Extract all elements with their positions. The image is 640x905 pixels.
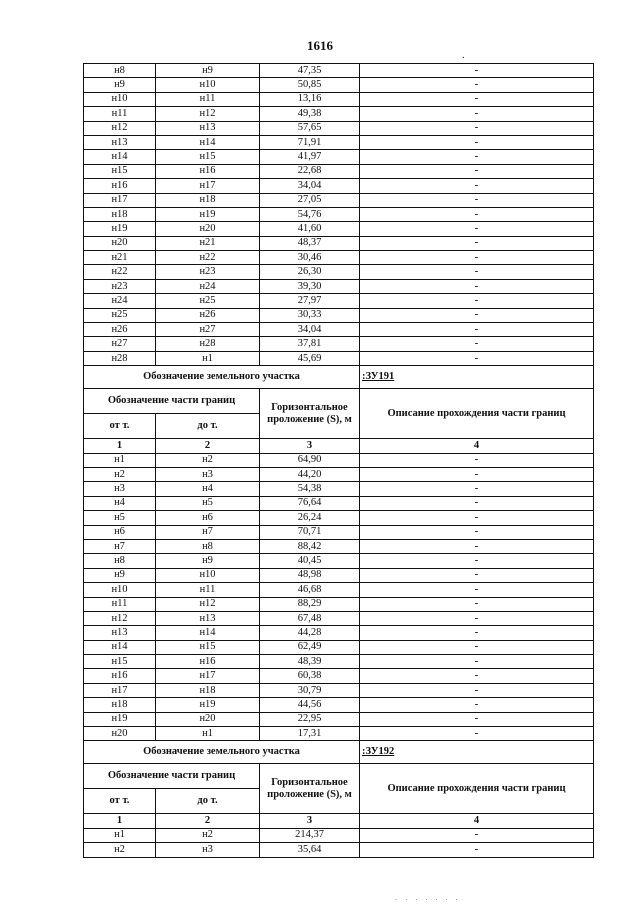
table-row <box>84 222 594 236</box>
table-row <box>84 712 594 726</box>
distance-cell: 57,65 <box>260 121 360 135</box>
point-from-cell: н12 <box>84 611 156 625</box>
point-to-cell: н20 <box>156 712 260 726</box>
table-row <box>84 727 594 741</box>
parcel-label: Обозначение земельного участка <box>84 741 360 764</box>
description-cell: - <box>360 164 594 178</box>
description-cell: - <box>360 482 594 496</box>
point-from-cell: н1 <box>84 828 156 842</box>
description-cell: - <box>360 655 594 669</box>
distance-cell: 44,56 <box>260 698 360 712</box>
table-row <box>84 236 594 250</box>
description-cell: - <box>360 121 594 135</box>
point-to-cell: н13 <box>156 611 260 625</box>
point-from-cell: н11 <box>84 107 156 121</box>
distance-cell: 45,69 <box>260 351 360 365</box>
description-cell: - <box>360 294 594 308</box>
point-from-cell: н15 <box>84 164 156 178</box>
table-row <box>84 669 594 683</box>
table-row <box>84 467 594 481</box>
description-header: Описание прохождения части границ <box>360 764 594 814</box>
point-from-cell: н3 <box>84 482 156 496</box>
point-to-cell: н16 <box>156 164 260 178</box>
point-from-cell: н26 <box>84 323 156 337</box>
point-from-cell: н1 <box>84 453 156 467</box>
point-from-cell: н19 <box>84 712 156 726</box>
distance-cell: 71,91 <box>260 135 360 149</box>
point-to-cell: н16 <box>156 655 260 669</box>
point-to-cell: н20 <box>156 222 260 236</box>
description-cell: - <box>360 511 594 525</box>
description-cell: - <box>360 568 594 582</box>
table-row <box>84 164 594 178</box>
point-to-cell: н19 <box>156 698 260 712</box>
point-to-cell: н3 <box>156 467 260 481</box>
point-to-cell: н23 <box>156 265 260 279</box>
point-from-cell: н19 <box>84 222 156 236</box>
table-row <box>84 337 594 351</box>
distance-cell: 44,20 <box>260 467 360 481</box>
description-cell: - <box>360 496 594 510</box>
distance-cell: 48,39 <box>260 655 360 669</box>
point-to-cell: н11 <box>156 92 260 106</box>
distance-cell: 54,38 <box>260 482 360 496</box>
point-from-cell: н10 <box>84 583 156 597</box>
distance-cell: 30,46 <box>260 251 360 265</box>
distance-header: Горизонтальное проложение (S), м <box>260 764 360 814</box>
distance-cell: 39,30 <box>260 279 360 293</box>
parcel-id: :ЗУ191 <box>360 366 594 389</box>
header-row <box>84 389 594 414</box>
point-to-cell: н10 <box>156 78 260 92</box>
distance-cell: 64,90 <box>260 453 360 467</box>
boundary-table-body <box>84 64 594 858</box>
distance-cell: 44,28 <box>260 626 360 640</box>
distance-cell: 26,30 <box>260 265 360 279</box>
distance-cell: 88,29 <box>260 597 360 611</box>
table-row <box>84 64 594 78</box>
description-cell: - <box>360 626 594 640</box>
point-from-cell: н5 <box>84 511 156 525</box>
description-cell: - <box>360 525 594 539</box>
description-cell: - <box>360 337 594 351</box>
table-row <box>84 179 594 193</box>
point-to-cell: н22 <box>156 251 260 265</box>
table-row <box>84 193 594 207</box>
boundary-table <box>83 63 594 858</box>
table-row <box>84 453 594 467</box>
description-cell: - <box>360 107 594 121</box>
point-to-cell: н18 <box>156 683 260 697</box>
point-to-cell: н19 <box>156 207 260 221</box>
table-row <box>84 78 594 92</box>
description-cell: - <box>360 597 594 611</box>
table-row <box>84 539 594 553</box>
distance-cell: 30,79 <box>260 683 360 697</box>
distance-cell: 70,71 <box>260 525 360 539</box>
parcel-label: Обозначение земельного участка <box>84 366 360 389</box>
description-cell: - <box>360 611 594 625</box>
parts-title-header: Обозначение части границ <box>84 389 260 414</box>
from-header: от т. <box>84 414 156 439</box>
column-number: 1 <box>84 439 156 453</box>
description-cell: - <box>360 828 594 842</box>
point-from-cell: н4 <box>84 496 156 510</box>
point-from-cell: н6 <box>84 525 156 539</box>
point-to-cell: н25 <box>156 294 260 308</box>
column-number: 2 <box>156 439 260 453</box>
point-to-cell: н4 <box>156 482 260 496</box>
table-row <box>84 308 594 322</box>
table-row <box>84 294 594 308</box>
distance-cell: 46,68 <box>260 583 360 597</box>
distance-cell: 50,85 <box>260 78 360 92</box>
point-to-cell: н14 <box>156 626 260 640</box>
description-cell: - <box>360 351 594 365</box>
description-cell: - <box>360 265 594 279</box>
table-row <box>84 554 594 568</box>
distance-cell: 35,64 <box>260 843 360 857</box>
from-header: от т. <box>84 789 156 814</box>
point-to-cell: н10 <box>156 568 260 582</box>
description-cell: - <box>360 308 594 322</box>
description-cell: - <box>360 640 594 654</box>
column-number: 1 <box>84 814 156 828</box>
description-cell: - <box>360 467 594 481</box>
point-from-cell: н20 <box>84 727 156 741</box>
column-number: 2 <box>156 814 260 828</box>
table-row <box>84 683 594 697</box>
point-to-cell: н28 <box>156 337 260 351</box>
distance-cell: 41,60 <box>260 222 360 236</box>
description-cell: - <box>360 453 594 467</box>
distance-cell: 48,37 <box>260 236 360 250</box>
description-cell: - <box>360 78 594 92</box>
point-from-cell: н14 <box>84 640 156 654</box>
distance-cell: 62,49 <box>260 640 360 654</box>
distance-cell: 26,24 <box>260 511 360 525</box>
table-row <box>84 482 594 496</box>
distance-cell: 17,31 <box>260 727 360 741</box>
table-row <box>84 611 594 625</box>
description-cell: - <box>360 236 594 250</box>
point-from-cell: н17 <box>84 683 156 697</box>
description-cell: - <box>360 135 594 149</box>
point-from-cell: н10 <box>84 92 156 106</box>
point-from-cell: н9 <box>84 568 156 582</box>
table-row <box>84 207 594 221</box>
point-to-cell: н17 <box>156 179 260 193</box>
distance-cell: 30,33 <box>260 308 360 322</box>
point-from-cell: н27 <box>84 337 156 351</box>
point-to-cell: н17 <box>156 669 260 683</box>
description-cell: - <box>360 207 594 221</box>
table-row <box>84 597 594 611</box>
point-from-cell: н24 <box>84 294 156 308</box>
point-to-cell: н6 <box>156 511 260 525</box>
column-number: 3 <box>260 439 360 453</box>
description-cell: - <box>360 222 594 236</box>
distance-cell: 34,04 <box>260 179 360 193</box>
point-to-cell: н18 <box>156 193 260 207</box>
point-from-cell: н18 <box>84 207 156 221</box>
point-to-cell: н3 <box>156 843 260 857</box>
column-numbers-row <box>84 814 594 828</box>
distance-cell: 37,81 <box>260 337 360 351</box>
table-row <box>84 843 594 857</box>
point-from-cell: н13 <box>84 626 156 640</box>
point-from-cell: н16 <box>84 669 156 683</box>
table-row <box>84 107 594 121</box>
point-to-cell: н5 <box>156 496 260 510</box>
point-to-cell: н24 <box>156 279 260 293</box>
table-row <box>84 251 594 265</box>
distance-cell: 22,68 <box>260 164 360 178</box>
table-row <box>84 351 594 365</box>
point-from-cell: н20 <box>84 236 156 250</box>
point-to-cell: н2 <box>156 453 260 467</box>
distance-cell: 40,45 <box>260 554 360 568</box>
point-to-cell: н15 <box>156 640 260 654</box>
description-header: Описание прохождения части границ <box>360 389 594 439</box>
distance-cell: 27,97 <box>260 294 360 308</box>
point-to-cell: н21 <box>156 236 260 250</box>
description-cell: - <box>360 539 594 553</box>
point-to-cell: н8 <box>156 539 260 553</box>
table-row <box>84 655 594 669</box>
point-from-cell: н2 <box>84 843 156 857</box>
description-cell: - <box>360 727 594 741</box>
column-number: 4 <box>360 439 594 453</box>
table-row <box>84 150 594 164</box>
point-from-cell: н8 <box>84 64 156 78</box>
table-row <box>84 265 594 279</box>
distance-cell: 48,98 <box>260 568 360 582</box>
point-from-cell: н18 <box>84 698 156 712</box>
point-from-cell: н17 <box>84 193 156 207</box>
table-row <box>84 135 594 149</box>
point-from-cell: н8 <box>84 554 156 568</box>
point-from-cell: н16 <box>84 179 156 193</box>
scan-speck: . <box>462 50 465 61</box>
distance-cell: 54,76 <box>260 207 360 221</box>
point-from-cell: н13 <box>84 135 156 149</box>
distance-cell: 67,48 <box>260 611 360 625</box>
distance-cell: 34,04 <box>260 323 360 337</box>
table-row <box>84 525 594 539</box>
distance-cell: 76,64 <box>260 496 360 510</box>
point-to-cell: н2 <box>156 828 260 842</box>
description-cell: - <box>360 683 594 697</box>
description-cell: - <box>360 554 594 568</box>
description-cell: - <box>360 193 594 207</box>
point-to-cell: н9 <box>156 64 260 78</box>
point-to-cell: н9 <box>156 554 260 568</box>
parcel-heading-row <box>84 741 594 764</box>
distance-cell: 49,38 <box>260 107 360 121</box>
parts-title-header: Обозначение части границ <box>84 764 260 789</box>
point-from-cell: н9 <box>84 78 156 92</box>
table-row <box>84 279 594 293</box>
point-to-cell: н1 <box>156 727 260 741</box>
description-cell: - <box>360 150 594 164</box>
point-to-cell: н7 <box>156 525 260 539</box>
to-header: до т. <box>156 414 260 439</box>
distance-header: Горизонтальное проложение (S), м <box>260 389 360 439</box>
table-row <box>84 496 594 510</box>
description-cell: - <box>360 698 594 712</box>
description-cell: - <box>360 92 594 106</box>
description-cell: - <box>360 251 594 265</box>
point-from-cell: н12 <box>84 121 156 135</box>
parcel-id: :ЗУ192 <box>360 741 594 764</box>
point-to-cell: н14 <box>156 135 260 149</box>
point-to-cell: н12 <box>156 597 260 611</box>
table-row <box>84 92 594 106</box>
point-from-cell: н25 <box>84 308 156 322</box>
header-row <box>84 764 594 789</box>
point-from-cell: н22 <box>84 265 156 279</box>
point-to-cell: н1 <box>156 351 260 365</box>
table-row <box>84 626 594 640</box>
table-row <box>84 640 594 654</box>
table-row <box>84 698 594 712</box>
description-cell: - <box>360 64 594 78</box>
table-row <box>84 568 594 582</box>
point-from-cell: н11 <box>84 597 156 611</box>
distance-cell: 22,95 <box>260 712 360 726</box>
table-row <box>84 511 594 525</box>
distance-cell: 88,42 <box>260 539 360 553</box>
scan-marks: · · · · · · · <box>395 896 461 904</box>
point-from-cell: н14 <box>84 150 156 164</box>
point-to-cell: н12 <box>156 107 260 121</box>
point-to-cell: н13 <box>156 121 260 135</box>
point-to-cell: н27 <box>156 323 260 337</box>
point-to-cell: н11 <box>156 583 260 597</box>
distance-cell: 214,37 <box>260 828 360 842</box>
column-number: 3 <box>260 814 360 828</box>
point-from-cell: н23 <box>84 279 156 293</box>
column-numbers-row <box>84 439 594 453</box>
table-row <box>84 828 594 842</box>
distance-cell: 13,16 <box>260 92 360 106</box>
description-cell: - <box>360 669 594 683</box>
point-from-cell: н7 <box>84 539 156 553</box>
point-from-cell: н28 <box>84 351 156 365</box>
distance-cell: 27,05 <box>260 193 360 207</box>
description-cell: - <box>360 179 594 193</box>
table-row <box>84 121 594 135</box>
point-from-cell: н21 <box>84 251 156 265</box>
distance-cell: 60,38 <box>260 669 360 683</box>
description-cell: - <box>360 712 594 726</box>
page-number: 1616 <box>307 38 333 53</box>
description-cell: - <box>360 843 594 857</box>
description-cell: - <box>360 323 594 337</box>
point-from-cell: н15 <box>84 655 156 669</box>
point-to-cell: н26 <box>156 308 260 322</box>
distance-cell: 47,35 <box>260 64 360 78</box>
description-cell: - <box>360 583 594 597</box>
to-header: до т. <box>156 789 260 814</box>
point-from-cell: н2 <box>84 467 156 481</box>
table-row <box>84 323 594 337</box>
description-cell: - <box>360 279 594 293</box>
table-row <box>84 583 594 597</box>
point-to-cell: н15 <box>156 150 260 164</box>
parcel-heading-row <box>84 366 594 389</box>
column-number: 4 <box>360 814 594 828</box>
distance-cell: 41,97 <box>260 150 360 164</box>
